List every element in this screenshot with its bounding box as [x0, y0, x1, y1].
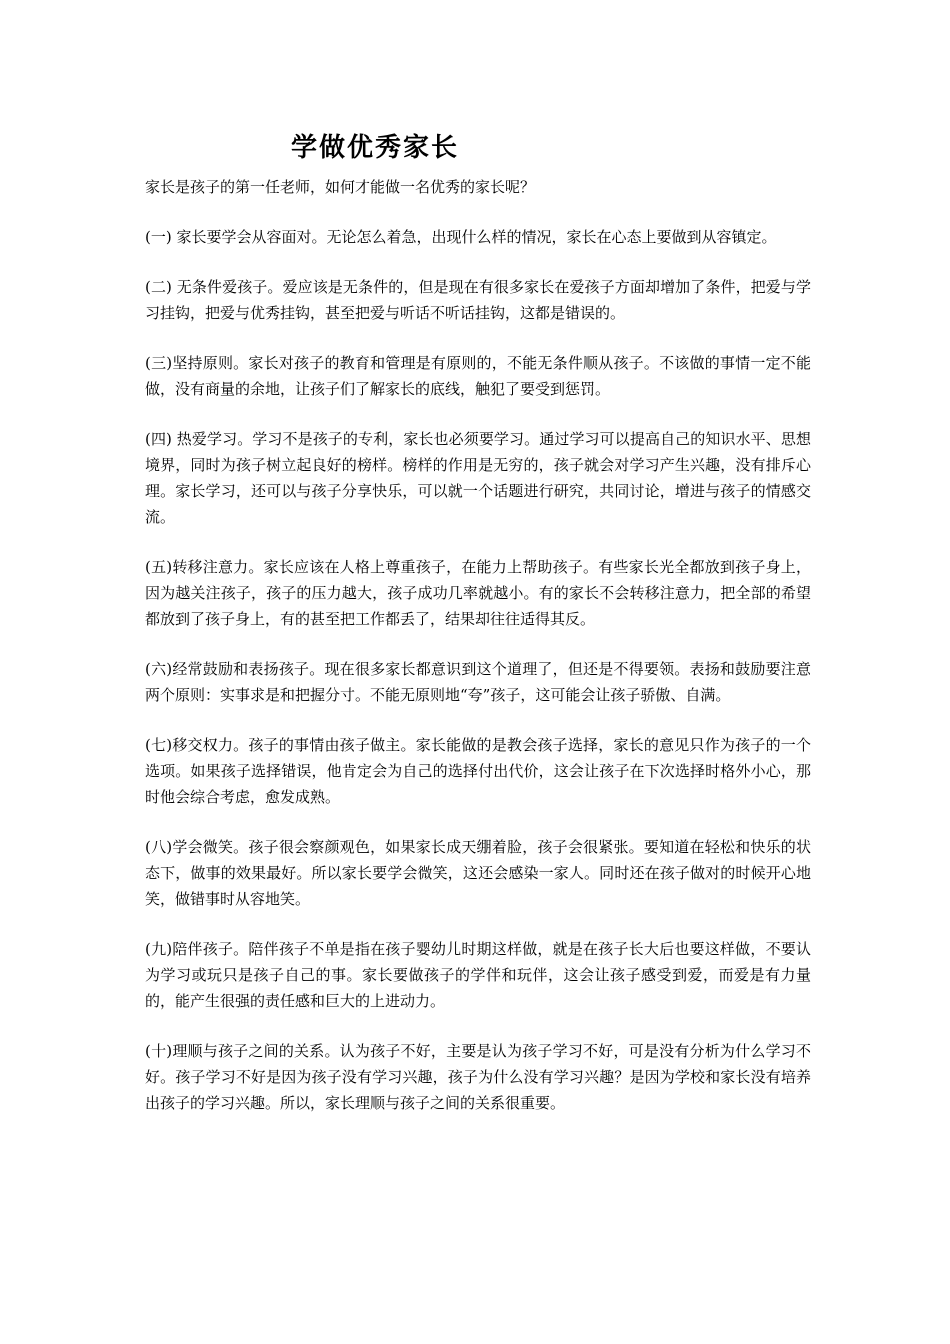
- document-title: 学做优秀家长: [290, 133, 459, 163]
- sections-container: [145, 224, 811, 1140]
- section-paragraph-3: (三)坚持原则。家长对孩子的教育和管理是有原则的，不能无条件顺从孩子。不该做的事情一定不能做，没有商量的余地，让孩子们了解家长的底线，触犯了要受到惩罚。: [145, 354, 811, 398]
- section-paragraph-5: (五)转移注意力。家长应该在人格上尊重孩子，在能力上帮助孩子。有些家长光全都放到孩子身上，因为越关注孩子，孩子的压力越大，孩子成功几率就越小。有的家长不会转移注意力，把全部的希望都放到了孩子身上，有的甚至把工作都丢了，结果却往往适得其反。: [145, 558, 811, 628]
- section-paragraph-10: (十)理顺与孩子之间的关系。认为孩子不好，主要是认为孩子学习不好，可是没有分析为什么学习不好。孩子学习不好是因为孩子没有学习兴趣，孩子为什么没有学习兴趣？是因为学校和家长没有培养出孩子的学习兴趣。所以，家长理顺与孩子之间的关系很重要。: [145, 1042, 811, 1112]
- section-paragraph-2: (二) 无条件爱孩子。爱应该是无条件的，但是现在有很多家长在爱孩子方面却增加了条件，把爱与学习挂钩，把爱与优秀挂钩，甚至把爱与听话不听话挂钩，这都是错误的。: [145, 278, 811, 322]
- section-paragraph-1: (一) 家长要学会从容面对。无论怎么着急，出现什么样的情况，家长在心态上要做到从容镇定。: [145, 228, 777, 246]
- section-paragraph-8: (八)学会微笑。孩子很会察颜观色，如果家长成天绷着脸，孩子会很紧张。要知道在轻松和快乐的状态下，做事的效果最好。所以家长要学会微笑，这还会感染一家人。同时还在孩子做对的时候开心地笑，做错事时从容地笑。: [145, 838, 811, 908]
- section-paragraph-6: (六)经常鼓励和表扬孩子。现在很多家长都意识到这个道理了，但还是不得要领。表扬和鼓励要注意两个原则：实事求是和把握分寸。不能无原则地“夸”孩子，这可能会让孩子骄傲、自满。: [145, 660, 811, 704]
- section-paragraph-4: (四) 热爱学习。学习不是孩子的专利，家长也必须要学习。通过学习可以提高自己的知识水平、思想境界，同时为孩子树立起良好的榜样。榜样的作用是无穷的，孩子就会对学习产生兴趣，没有排斥心理。家长学习，还可以与孩子分享快乐，可以就一个话题进行研究，共同讨论，增进与孩子的情感交流。: [145, 430, 811, 526]
- intro-paragraph: 家长是孩子的第一任老师，如何才能做一名优秀的家长呢？: [145, 178, 536, 196]
- section-paragraph-9: (九)陪伴孩子。陪伴孩子不单是指在孩子婴幼儿时期这样做，就是在孩子长大后也要这样做，不要认为学习或玩只是孩子自己的事。家长要做孩子的学伴和玩伴，这会让孩子感受到爱，而爱是有力量的，能产生很强的责任感和巨大的上进动力。: [145, 940, 811, 1010]
- section-paragraph-7: (七)移交权力。孩子的事情由孩子做主。家长能做的是教会孩子选择，家长的意见只作为孩子的一个选项。如果孩子选择错误，他肯定会为自己的选择付出代价，这会让孩子在下次选择时格外小心，那时他会综合考虑，愈发成熟。: [145, 736, 811, 806]
